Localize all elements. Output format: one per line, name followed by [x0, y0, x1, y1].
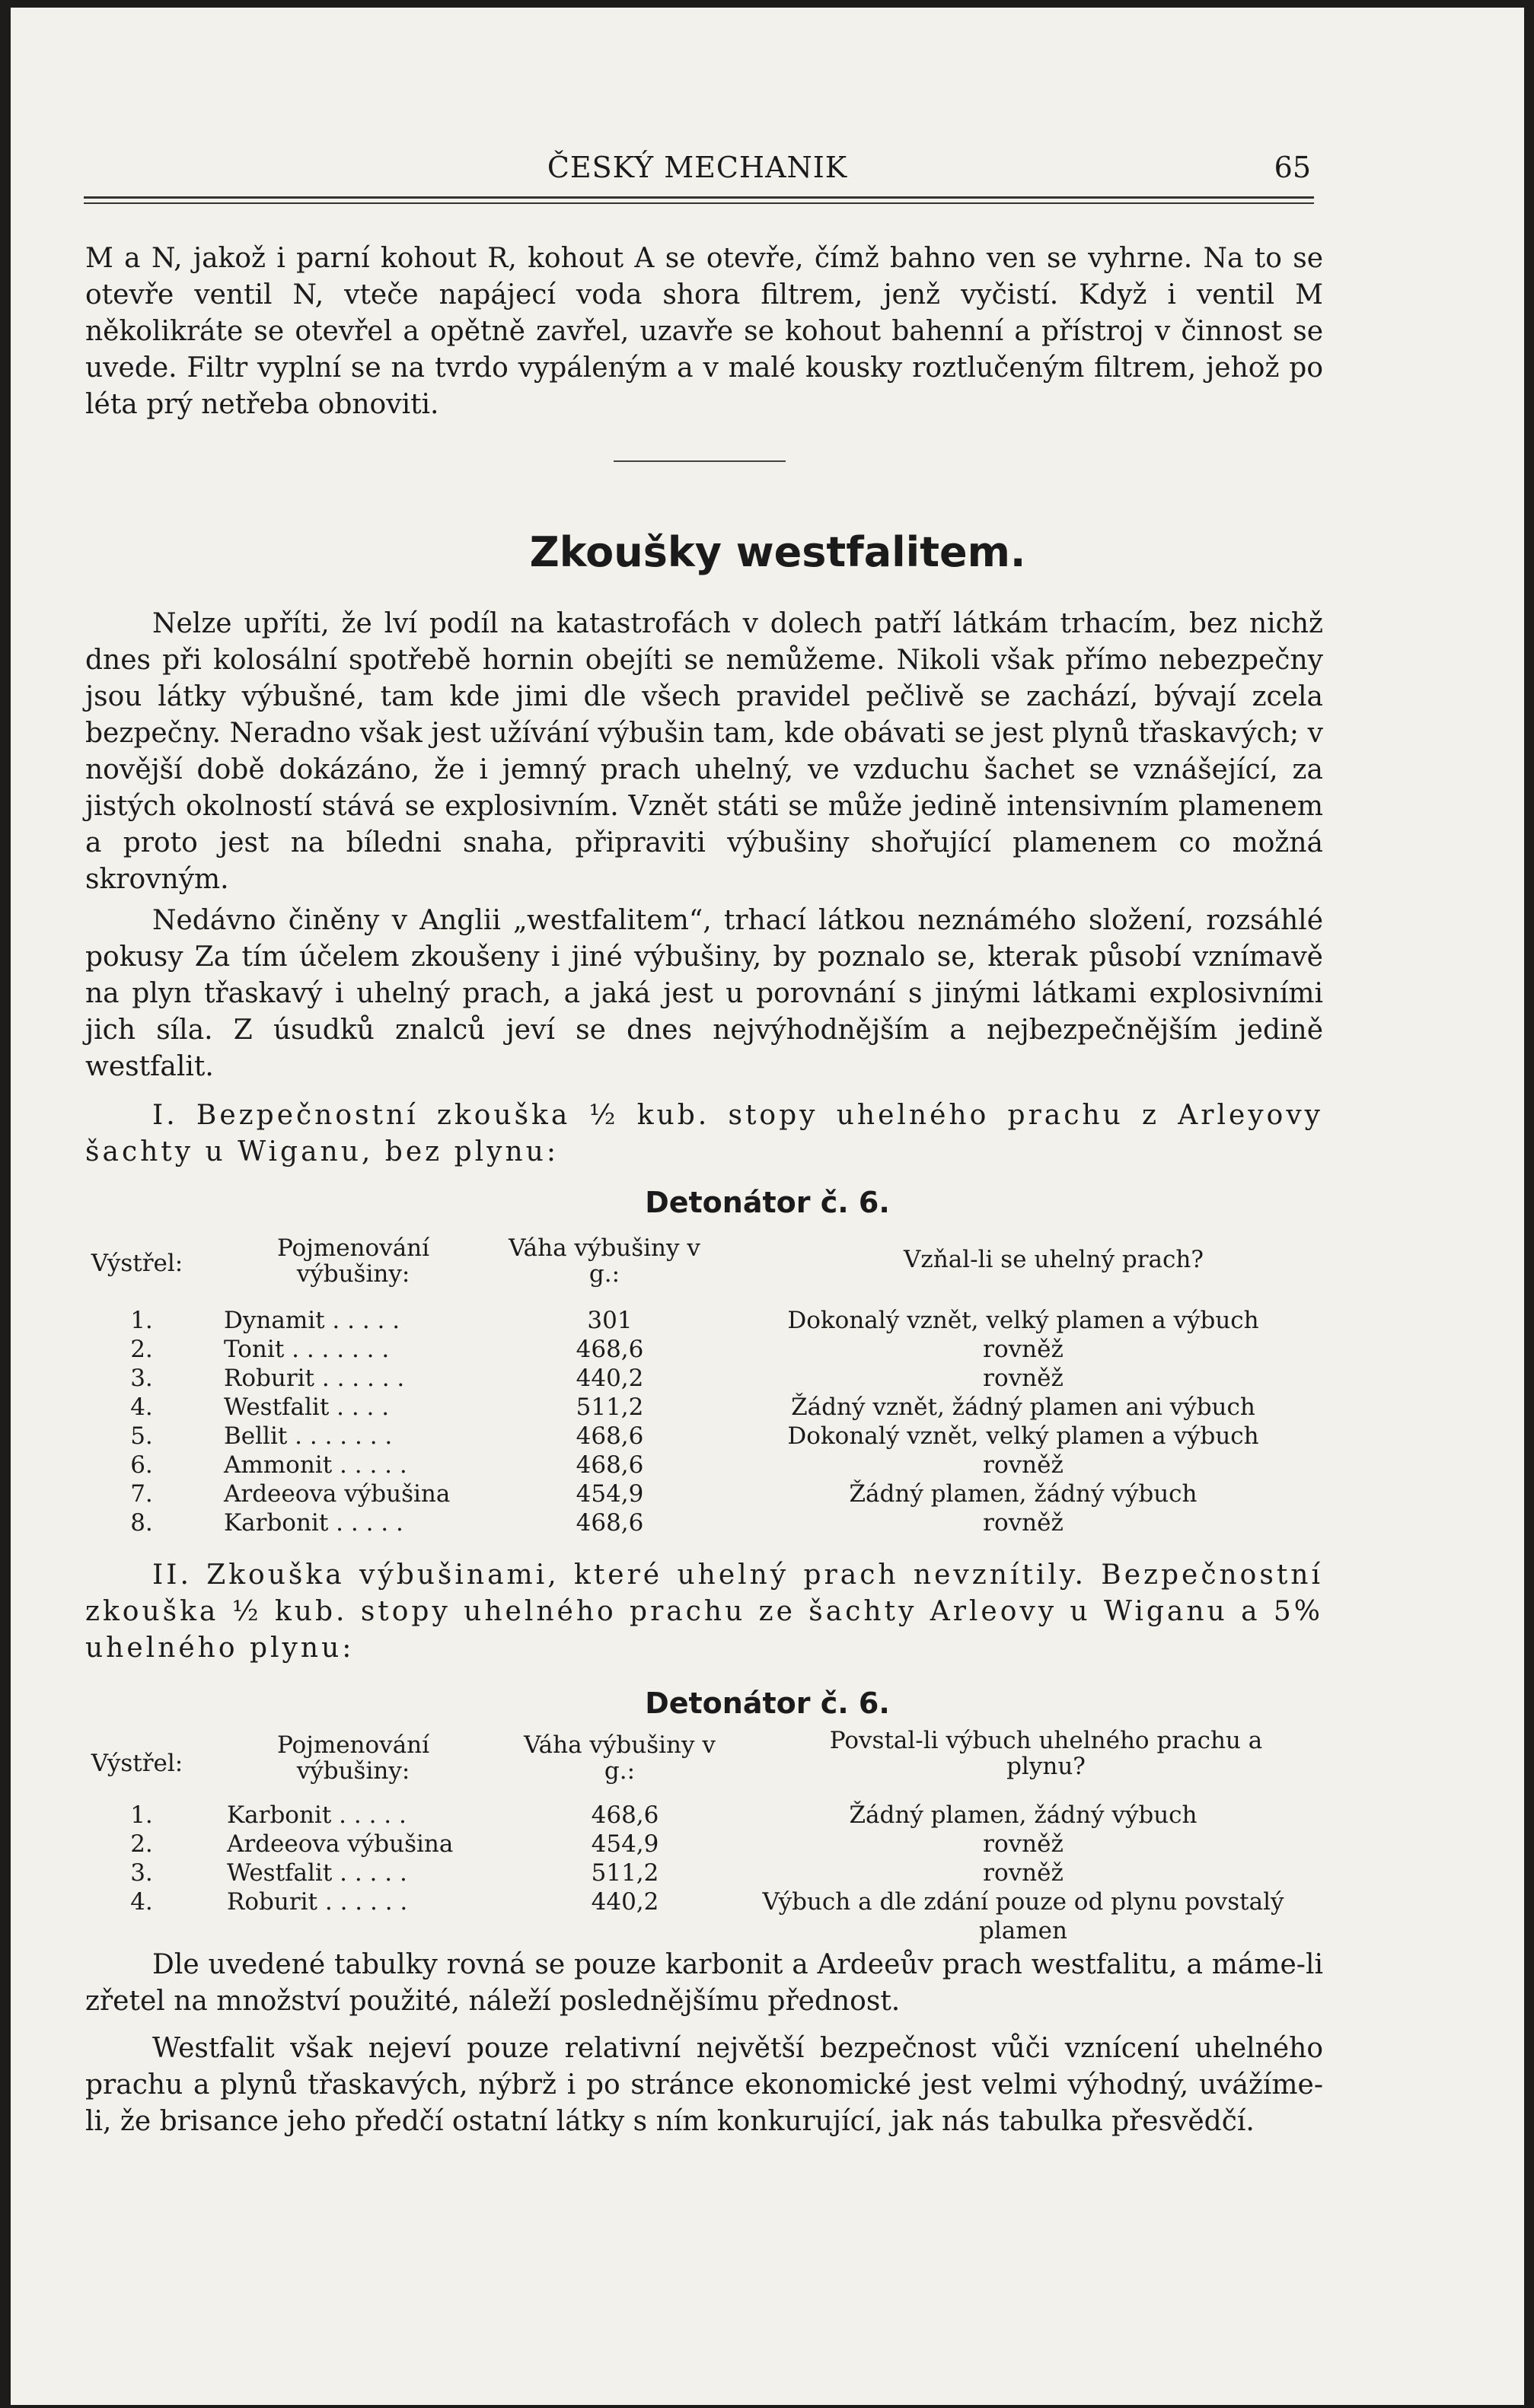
- page-header: [84, 145, 1311, 190]
- explosive-name: Tonit . . . . . . .: [224, 1336, 390, 1363]
- ignition-result: Dokonalý vznět, velký plamen a výbuch: [787, 1422, 1259, 1450]
- explosive-name: Roburit . . . . . .: [227, 1888, 408, 1916]
- row-number: 4.: [130, 1888, 153, 1916]
- explosive-name: Ammonit . . . . .: [224, 1451, 407, 1479]
- explosive-weight: 468,6: [576, 1451, 644, 1479]
- explosive-name: Karbonit . . . . .: [224, 1509, 403, 1537]
- row-number: 3.: [130, 1365, 153, 1392]
- paragraph-conclusion-1: Dle uvedené tabulky rovná se pouze karbonit a Ardeeův prach westfalitu, a máme-li zřetel na množství použité, náleží poslednějšímu přednost.: [85, 1949, 1323, 2017]
- paragraph-conclusion-2: Westfalit však nejeví pouze relativní největší bezpečnost vůči vznícení uhelného prachu a plynů třaskavých, nýbrž i po stránce ekonomické jest velmi výhodný, uvážíme-li, že brisance jeho předčí ostatní látky s ním konkurující, jak nás tabulka přesvědčí.: [85, 2033, 1323, 2137]
- explosive-weight: 511,2: [576, 1394, 644, 1421]
- header-rule-thin: [84, 202, 1314, 204]
- row-number: 3.: [130, 1859, 153, 1887]
- ignition-result: Žádný vznět, žádný plamen ani výbuch: [791, 1394, 1255, 1421]
- row-number: 1.: [130, 1307, 153, 1334]
- row-number: 5.: [130, 1422, 153, 1450]
- explosive-weight: 468,6: [576, 1336, 644, 1363]
- column-header-result: Vzňal-li se uhelný prach?: [904, 1246, 1204, 1273]
- explosive-weight: 468,6: [576, 1422, 644, 1450]
- detonator-label: Detonátor č. 6.: [645, 1186, 890, 1219]
- test-one-heading: I. Bezpečnostní zkouška ½ kub. stopy uhelného prachu z Arleyovy šachty u Wiganu, bez plynu:: [85, 1100, 1323, 1167]
- page-number: 65: [1274, 151, 1311, 184]
- explosive-name: Westfalit . . . .: [224, 1394, 390, 1421]
- row-number: 8.: [130, 1509, 153, 1537]
- column-header-name: Pojmenování výbušiny:: [276, 1731, 430, 1785]
- column-header-shot: Výstřel:: [91, 1750, 183, 1777]
- paragraph-westfalit-1: Nelze upříti, že lví podíl na katastrofách v dolech patří látkám trhacím, bez nichž dnes při kolosální spotřebě hornin obejíti se nemůžeme. Nikoli však přímo nebezpečny jsou látky výbušné, tam kde jimi dle všech pravidel pečlivě se zachází, bývají zcela bezpečny. Neradno však jest užívání výbušin tam, kde obávati se jest plynů třaskavých; v novější době dokázáno, že i jemný prach uhelný, ve vzduchu šachet se vznášející, za jistých okolností stává se explosivním. Vznět státi se může jedině intensivním plamenem a proto jest na bíledni snaha, připraviti výbušiny shořující plamenem co možná skrovným.: [85, 608, 1323, 895]
- ignition-result: rovněž: [983, 1451, 1064, 1479]
- explosive-name: Dynamit . . . . .: [224, 1307, 400, 1334]
- row-number: 7.: [130, 1480, 153, 1508]
- explosive-weight: 301: [587, 1307, 633, 1334]
- explosive-name: Bellit . . . . . . .: [224, 1422, 393, 1450]
- explosive-weight: 511,2: [591, 1859, 659, 1887]
- column-header-result: Povstal-li výbuch uhelného prachu a plynu?: [829, 1727, 1263, 1780]
- column-header-weight: Váha výbušiny v g.:: [509, 1234, 700, 1288]
- ignition-result: Výbuch a dle zdání pouze od plynu povstalý plamen: [762, 1888, 1284, 1945]
- section-divider: [614, 460, 786, 462]
- paragraph-intro: M a N, jakož i parní kohout R, kohout A se otevře, čímž bahno ven se vyhrne. Na to se otevře ventil N, vteče napájecí voda shora filtrem, jenž vyčistí. Když i ventil M několikráte se otevřel a opětně zavřel, uzavře se kohout bahenní a přístroj v činnost se uvede. Filtr vyplní se na tvrdo vypáleným a v malé kousky roztlučeným filtrem, jehož po léta prý netřeba obnoviti.: [85, 243, 1323, 420]
- header-rule: [84, 196, 1314, 199]
- column-header-name: Pojmenování výbušiny:: [276, 1234, 430, 1288]
- ignition-result: rovněž: [983, 1336, 1064, 1363]
- explosive-weight: 440,2: [591, 1888, 659, 1916]
- row-number: 1.: [130, 1801, 153, 1829]
- running-title: ČESKÝ MECHANIK: [547, 151, 848, 184]
- section-title: Zkoušky westfalitem.: [529, 528, 1026, 576]
- ignition-result: Žádný plamen, žádný výbuch: [849, 1480, 1198, 1508]
- row-number: 2.: [130, 1830, 153, 1858]
- row-number: 4.: [130, 1394, 153, 1421]
- ignition-result: rovněž: [983, 1509, 1064, 1537]
- ignition-result: rovněž: [983, 1859, 1064, 1887]
- test-two-heading: II. Zkouška výbušinami, které uhelný prach nevznítily. Bezpečnostní zkouška ½ kub. stopy uhelného prachu ze šachty Arleovy u Wiganu a 5% uhelného plynu:: [85, 1559, 1323, 1664]
- ignition-result: rovněž: [983, 1830, 1064, 1858]
- explosive-weight: 468,6: [576, 1509, 644, 1537]
- explosive-weight: 440,2: [576, 1365, 644, 1392]
- ignition-result: Dokonalý vznět, velký plamen a výbuch: [787, 1307, 1259, 1334]
- ignition-result: rovněž: [983, 1365, 1064, 1392]
- explosive-name: Roburit . . . . . .: [224, 1365, 405, 1392]
- row-number: 6.: [130, 1451, 153, 1479]
- explosive-name: Ardeeova výbušina: [224, 1480, 451, 1508]
- explosive-weight: 454,9: [576, 1480, 644, 1508]
- paragraph-westfalit-2: Nedávno činěny v Anglii „westfalitem“, trhací látkou neznámého složení, rozsáhlé pokusy Za tím účelem zkoušeny i jiné výbušiny, by poznalo se, kterak působí vznímavě na plyn třaskavý i uhelný prach, a jaká jest u porovnání s jinými látkami explosivními jich síla. Z úsudků znalců jeví se dnes nejvýhodnějším a nejbezpečnějším jedině westfalit.: [85, 905, 1323, 1082]
- detonator-label: Detonátor č. 6.: [645, 1687, 890, 1720]
- row-number: 2.: [130, 1336, 153, 1363]
- column-header-weight: Váha výbušiny v g.:: [524, 1731, 716, 1785]
- explosive-name: Karbonit . . . . .: [227, 1801, 407, 1829]
- explosive-weight: 468,6: [591, 1801, 659, 1829]
- explosive-name: Westfalit . . . . .: [227, 1859, 407, 1887]
- book-page: [11, 8, 1524, 2405]
- explosive-weight: 454,9: [591, 1830, 659, 1858]
- explosive-name: Ardeeova výbušina: [227, 1830, 454, 1858]
- ignition-result: Žádný plamen, žádný výbuch: [849, 1801, 1198, 1829]
- column-header-shot: Výstřel:: [91, 1250, 183, 1277]
